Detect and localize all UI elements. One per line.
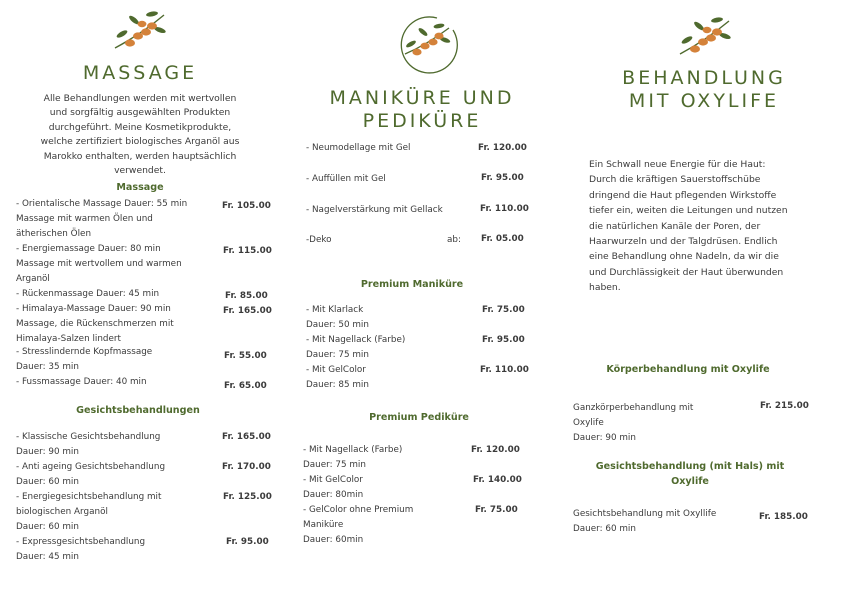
section-heading-face: Gesichtsbehandlungen — [76, 405, 200, 416]
price: Fr. 165.00 — [223, 306, 272, 316]
price: Fr. 95.00 — [482, 335, 525, 345]
price: Fr. 95.00 — [226, 537, 269, 547]
price: Fr. 95.00 — [481, 173, 524, 183]
oxylife-intro: Ein Schwall neue Energie für die Haut: Durch die kräftigen Sauerstoffschübe dringend die Haut pflegenden Wirkstoffe tiefer ein, weiten die Leitungen und nutzen die natürlichen Kanäle der Poren, der Haarwurzeln und der Talgdrüsen. Endlich eine Behandlung ohne Nadeln, da wir die und Durchlässigkeit der Haut überwunden haben. — [589, 159, 788, 294]
price: Fr. 165.00 — [222, 432, 271, 442]
section-heading-premium-pedicure: Premium Pediküre — [369, 412, 469, 423]
massage-title: MASSAGE — [82, 62, 198, 84]
list-item: Ganzkörperbehandlung mit Oxylife Dauer: 90 min — [573, 403, 694, 443]
price: Fr. 75.00 — [482, 305, 525, 315]
price: Fr. 105.00 — [222, 201, 271, 211]
price: Fr. 170.00 — [222, 462, 271, 472]
section-heading-premium-manicure: Premium Maniküre — [360, 279, 464, 290]
list-item: - Rückenmassage Dauer: 45 min — [16, 289, 160, 299]
price: Fr. 115.00 — [223, 246, 272, 256]
price: Fr. 65.00 — [224, 381, 267, 391]
price: Fr. 55.00 — [224, 351, 267, 361]
oxylife-title: BEHANDLUNG MIT OXYLIFE — [622, 67, 786, 112]
price: Fr. 140.00 — [473, 475, 522, 485]
list-item: - Mit GelColor Dauer: 80min — [303, 475, 364, 500]
price: Fr. 120.00 — [471, 445, 520, 455]
section-heading-body: Körperbehandlung mit Oxylife — [606, 364, 770, 375]
list-item: - Orientalische Massage Dauer: 55 min Massage mit warmen Ölen und ätherischen Ölen — [16, 199, 188, 239]
price: Fr. 120.00 — [478, 143, 527, 153]
price: Fr. 85.00 — [225, 291, 268, 301]
list-item: - Mit GelColor Dauer: 85 min — [306, 365, 369, 390]
list-item: - Himalaya-Massage Dauer: 90 min Massage, die Rückenschmerzen mit Himalaya-Salzen lindert — [16, 304, 174, 344]
price: Fr. 215.00 — [760, 401, 809, 411]
list-item: - Expressgesichtsbehandlung Dauer: 45 min — [16, 537, 146, 562]
massage-intro: Alle Behandlungen werden mit wertvollen und sorgfältig ausgewählten Produkten durchgeführt. Meine Kosmetikprodukte, welche zertifiziert biologisches Arganöl aus Marokko enthalten, werden hauptsächlich verwendet. — [40, 93, 240, 177]
list-item: - Stresslindernde Kopfmassage Dauer: 35 min — [16, 347, 153, 372]
argan-branch-circle-icon — [393, 10, 461, 78]
price: Fr. 125.00 — [223, 492, 272, 502]
list-item: - GelColor ohne Premium Maniküre Dauer: 60min — [303, 505, 414, 545]
price: Fr. 110.00 — [480, 204, 529, 214]
list-item: - Mit Klarlack Dauer: 50 min — [306, 305, 369, 330]
list-item: - Mit Nagellack (Farbe) Dauer: 75 min — [303, 445, 403, 470]
price: Fr. 75.00 — [475, 505, 518, 515]
section-heading-face-oxylife: Gesichtsbehandlung (mit Hals) mit Oxylife — [595, 461, 785, 487]
price-note: ab: — [447, 235, 461, 245]
list-item: - Nagelverstärkung mit Gellack — [306, 205, 443, 215]
list-item: - Anti ageing Gesichtsbehandlung Dauer: 60 min — [16, 462, 166, 487]
price: Fr. 05.00 — [481, 234, 524, 244]
list-item: - Auffüllen mit Gel — [306, 174, 386, 184]
list-item: -Deko — [306, 235, 332, 245]
list-item: - Energiemassage Dauer: 80 min Massage mit wertvollem und warmen Arganöl — [16, 244, 182, 284]
list-item: - Neumodellage mit Gel — [306, 143, 411, 153]
section-heading-massage: Massage — [116, 182, 164, 193]
list-item: - Fussmassage Dauer: 40 min — [16, 377, 147, 387]
list-item: Gesichtsbehandlung mit Oxyllife Dauer: 60 min — [573, 509, 717, 534]
list-item: - Energiegesichtsbehandlung mit biologischen Arganöl Dauer: 60 min — [16, 492, 162, 532]
manicure-title: MANIKÜRE UND PEDIKÜRE — [329, 87, 515, 132]
argan-branch-icon — [677, 16, 733, 60]
list-item: - Klassische Gesichtsbehandlung Dauer: 90 min — [16, 432, 161, 457]
price: Fr. 185.00 — [759, 512, 808, 522]
price: Fr. 110.00 — [480, 365, 529, 375]
argan-branch-icon — [112, 10, 168, 54]
list-item: - Mit Nagellack (Farbe) Dauer: 75 min — [306, 335, 406, 360]
